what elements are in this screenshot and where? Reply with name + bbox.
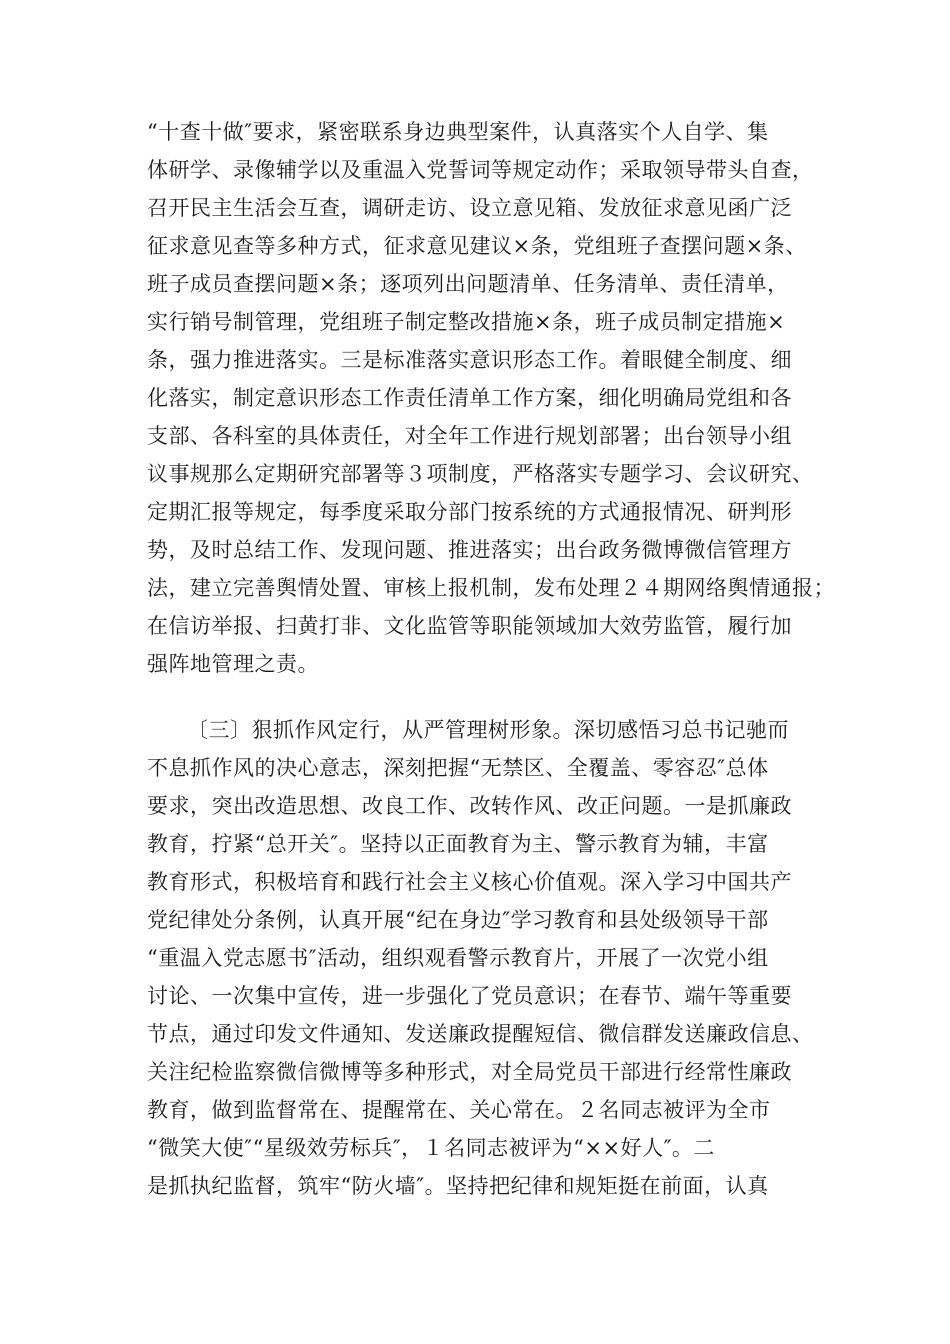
text-line: 教育，做到监督常在、提醒常在、关心常在。２名同志被评为全市 [147,1098,771,1122]
text-line: 议事规那么定期研究部署等３项制度，严格落实专题学习、会议研究、 [147,462,814,486]
text-line: 法，建立完善舆情处置、审核上报机制，发布处理２４期网络舆情通报； [147,576,835,600]
text-line: 在信访举报、扫黄打非、文化监管等职能领域加大效劳监管，履行加 [147,614,792,638]
text-line: 节点，通过印发文件通知、发送廉政提醒短信、微信群发送廉政信息、 [147,1022,814,1046]
text-line: 势，及时总结工作、发现问题、推进落实；出台政务微博微信管理方 [147,538,792,562]
text-line: 召开民主生活会互查，调研走访、设立意见箱、发放征求意见函广泛 [147,196,792,220]
text-line: “微笑大使″“星级效劳标兵″，１名同志被评为“××好人″。二 [147,1136,715,1160]
text-line: 关注纪检监察微信微博等多种形式，对全局党员干部进行经常性廉政 [147,1060,792,1084]
text-line: 强阵地管理之责。 [147,652,319,676]
text-line: 〔三〕狠抓作风定行，从严管理树形象。深切感悟习总书记驰而 [187,718,789,742]
text-line: 实行销号制管理，党组班子制定整改措施×条，班子成员制定措施× [147,310,786,334]
text-line: 不息抓作风的决心意志，深刻把握“无禁区、全覆盖、零容忍″总体 [147,756,769,780]
text-line: 定期汇报等规定，每季度采取分部门按系统的方式通报情况、研判形 [147,500,792,524]
text-line: 条，强力推进落实。三是标准落实意识形态工作。着眼健全制度、细 [147,348,792,372]
text-line: 党纪律处分条例，认真开展“纪在身边″学习教育和县处级领导干部 [147,908,769,932]
text-line: “十查十做″要求，紧密联系身边典型案件，认真落实个人自学、集 [147,120,769,144]
text-line: 是抓执纪监督，筑牢“防火墙″。坚持把纪律和规矩挺在前面，认真 [147,1174,769,1198]
text-line: “重温入党志愿书″活动，组织观看警示教育片，开展了一次党小组 [147,946,769,970]
text-line: 教育，拧紧“总开关″。坚持以正面教育为主、警示教育为辅，丰富 [147,832,769,856]
text-line: 要求，突出改造思想、改良工作、改转作风、改正问题。一是抓廉政 [147,794,792,818]
text-line: 班子成员查摆问题×条；逐项列出问题清单、任务清单、责任清单， [147,272,789,296]
text-line: 支部、各科室的具体责任，对全年工作进行规划部署；出台领导小组 [147,424,792,448]
text-line: 化落实，制定意识形态工作责任清单工作方案，细化明确局党组和各 [147,386,792,410]
text-line: 讨论、一次集中宣传，进一步强化了党员意识；在春节、端午等重要 [147,984,792,1008]
text-line: 征求意见查等多种方式，征求意见建议×条，党组班子查摆问题×条、 [147,234,807,258]
text-line: 教育形式，积极培育和践行社会主义核心价值观。深入学习中国共产 [147,870,792,894]
text-line: 体研学、录像辅学以及重温入党誓词等规定动作；采取领导带头自查， [147,158,814,182]
